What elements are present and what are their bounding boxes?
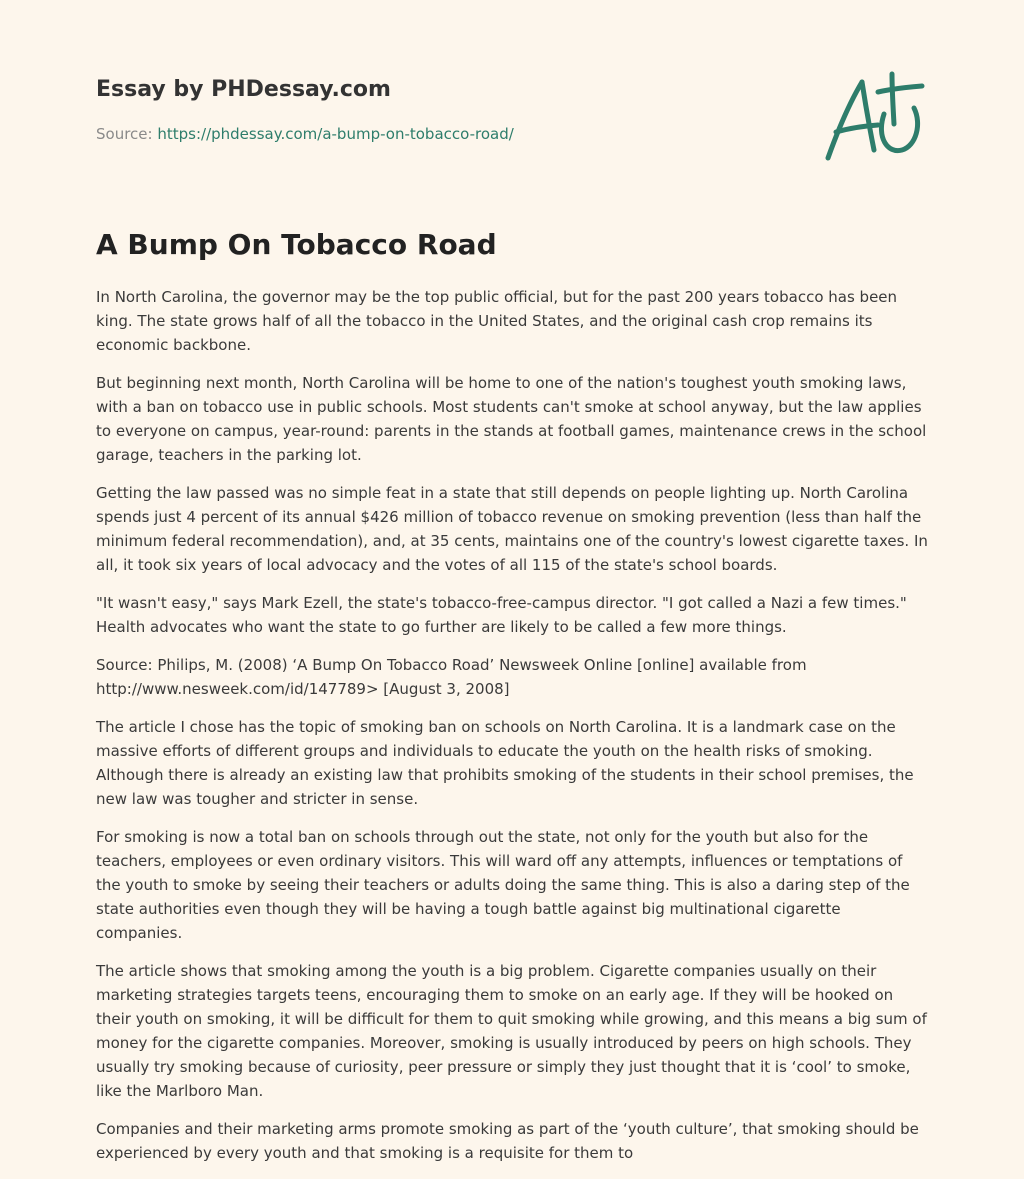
site-brand: Essay by PHDessay.com: [96, 77, 391, 102]
article-source-citation: Source: Philips, M. (2008) ‘A Bump On Tobacco Road’ Newsweek Online [online] available from http://www.nesweek.com/id/147789> [August 3, 2008]: [96, 656, 807, 698]
article-paragraph: For smoking is now a total ban on schools through out the state, not only for the youth but also for the teachers, employees or even ordinary visitors. This will ward off any attempts, influences or temptations of the youth to smoke by seeing their teachers or adults doing the same thing. This is also a daring step of the state authorities even though they will be having a tough battle against big multinational cigarette companies.: [96, 828, 910, 942]
article-paragraph: The article shows that smoking among the youth is a big problem. Cigarette companies usually on their marketing strategies targets teens, encouraging them to smoke on an early age. If they will be hooked on their youth on smoking, it will be difficult for them to quit smoking while growing, and this means a big sum of money for the cigarette companies. Moreover, smoking is usually introduced by peers on high schools. They usually try smoking because of curiosity, peer pressure or simply they just thought that it is ‘cool’ to smoke, like the Marlboro Man.: [96, 962, 927, 1100]
article-paragraph: The article I chose has the topic of smoking ban on schools on North Carolina. It is a landmark case on the massive efforts of different groups and individuals to educate the youth on the health risks of smoking. Although there is already an existing law that prohibits smoking of the students in their school premises, the new law was tougher and stricter in sense.: [96, 718, 914, 808]
article-paragraph: But beginning next month, North Carolina will be home to one of the nation's toughest youth smoking laws, with a ban on tobacco use in public schools. Most students can't smoke at school anyway, but the law applies to everyone on campus, year-round: parents in the stands at football games, maintenance crews in the school garage, teachers in the parking lot.: [96, 374, 927, 464]
article-paragraph: "It wasn't easy," says Mark Ezell, the state's tobacco-free-campus director. "I got called a Nazi a few times." Health advocates who want the state to go further are likely to be called a few more things.: [96, 594, 907, 636]
source-line: [96, 124, 796, 144]
article-paragraph: In North Carolina, the governor may be the top public official, but for the past 200 years tobacco has been king. The state grows half of all the tobacco in the United States, and the original cash crop remains its economic backbone.: [96, 288, 898, 354]
page-header: [96, 76, 796, 144]
source-label: Source:: [96, 125, 153, 143]
article-body: [96, 285, 928, 1179]
page-title: A Bump On Tobacco Road: [96, 228, 497, 261]
a-plus-logo-icon: [822, 68, 926, 164]
article-paragraph: Getting the law passed was no simple feat in a state that still depends on people lighting up. North Carolina spends just 4 percent of its annual $426 million of tobacco revenue on smoking prevention (less than half the minimum federal recommendation), and, at 35 cents, maintains one of the country's lowest cigarette taxes. In all, it took six years of local advocacy and the votes of all 115 of the state's school boards.: [96, 484, 928, 574]
article-paragraph: Companies and their marketing arms promote smoking as part of the ‘youth culture’, that smoking should be experienced by every youth and that smoking is a requisite for them to: [96, 1120, 919, 1162]
source-link[interactable]: https://phdessay.com/a-bump-on-tobacco-road/: [157, 125, 514, 143]
